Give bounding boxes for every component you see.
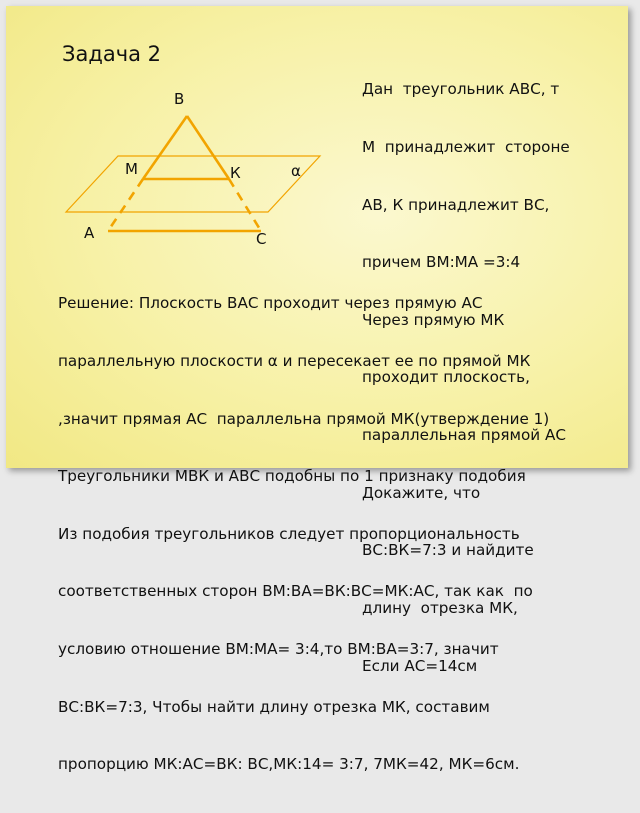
given-line: причем ВМ:МА =3:4 bbox=[362, 253, 521, 272]
solution-line: соответственных сторон ВМ:ВА=ВК:ВС=МК:АС, так как по bbox=[58, 582, 533, 601]
given-line: Докажите, что bbox=[362, 483, 481, 502]
solution-line: ВС:ВК=7:3, Чтобы найти длину отрезка МК, составим bbox=[58, 697, 490, 716]
plane-alpha bbox=[66, 156, 320, 212]
solution-line: Решение: Плоскость ВАС проходит через прямую АС bbox=[58, 294, 483, 313]
label-a: А bbox=[84, 224, 95, 242]
side-bc-hidden bbox=[229, 179, 261, 231]
solution-line: параллельную плоскости α и пересекает ее по прямой МК bbox=[58, 352, 531, 371]
solution-line: пропорцию МК:АС=ВК: ВС,МК:14= 3:7, 7МК=42, МК=6см. bbox=[58, 755, 520, 774]
label-k: К bbox=[230, 164, 241, 182]
side-ba-hidden bbox=[108, 179, 143, 231]
given-line: Если АС=14см bbox=[362, 656, 478, 675]
slide bbox=[6, 6, 628, 774]
solution-line: условию отношение ВМ:МА= 3:4,то ВМ:ВА=3:7, значит bbox=[58, 640, 499, 659]
label-c: С bbox=[256, 230, 267, 248]
solution-line: Из подобия треугольников следует пропорциональность bbox=[58, 524, 520, 543]
solution-line: Треугольники МВК и АВС подобны по 1 признаку подобия bbox=[58, 467, 526, 486]
given-line: Дан треугольник АВС, т bbox=[362, 80, 560, 99]
given-line: проходит плоскость, bbox=[362, 368, 530, 387]
given-line: М принадлежит стороне bbox=[362, 138, 570, 157]
side-ba-upper bbox=[143, 116, 187, 179]
label-m: М bbox=[125, 160, 138, 178]
side-bc-upper bbox=[187, 116, 229, 179]
label-b: В bbox=[174, 90, 185, 108]
solution-line: ,значит прямая АС параллельна прямой МК(утверждение 1) bbox=[58, 409, 550, 428]
given-line: параллельная прямой АС bbox=[362, 426, 566, 445]
problem-title: Задача 2 bbox=[62, 42, 162, 66]
given-line: ВС:ВК=7:3 и найдите bbox=[362, 541, 534, 560]
label-plane-alpha: α bbox=[291, 162, 301, 180]
given-line: АВ, К принадлежит ВС, bbox=[362, 195, 550, 214]
given-line: Через прямую МК bbox=[362, 310, 505, 329]
solution-text bbox=[58, 256, 618, 813]
given-line: длину отрезка МК, bbox=[362, 598, 518, 617]
